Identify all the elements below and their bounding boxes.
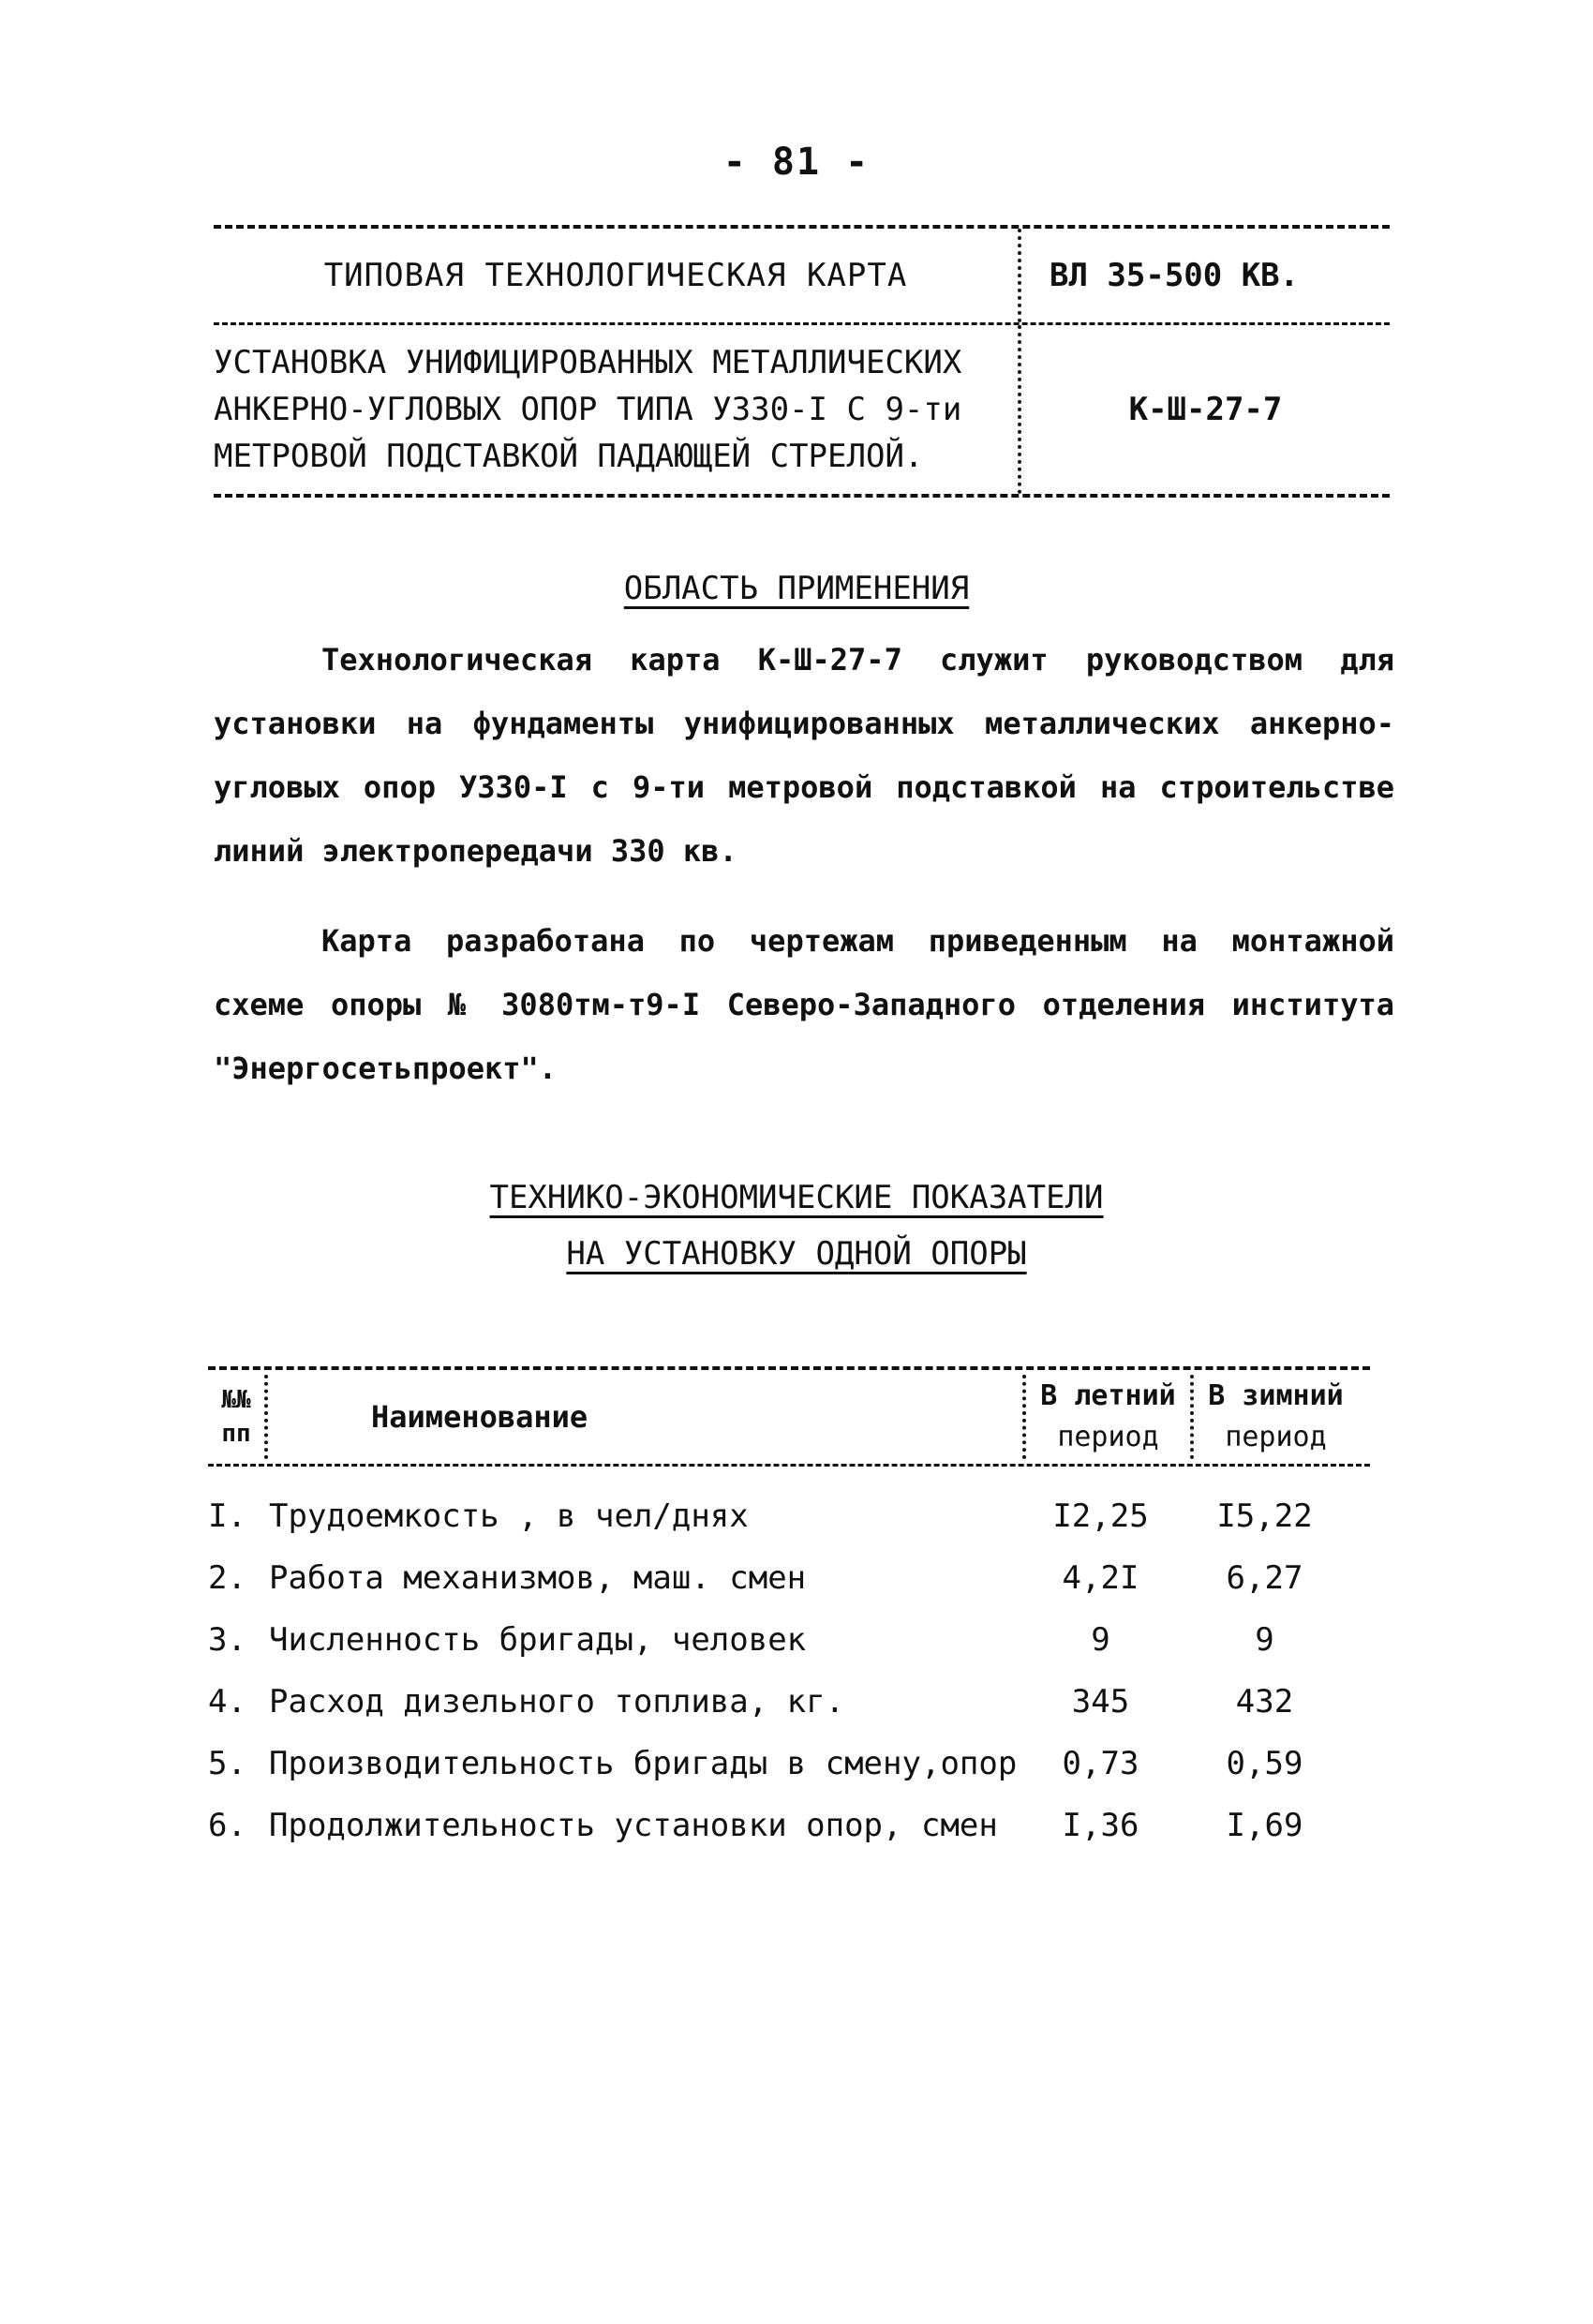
header-bottom-rule — [214, 494, 1390, 498]
column-header-number-line2: пп — [221, 1420, 251, 1448]
scope-paragraph-1-text: Технологическая карта К-Ш-27-7 служит руководством для установки на фундаменты унифицированных металлических анкерно-угловых опор У330-I с 9-ти метровой подставкой на строительстве линий электропередачи 330 кв. — [214, 642, 1394, 869]
column-header-name: Наименование — [371, 1399, 588, 1435]
header-description-line: УСТАНОВКА УНИФИЦИРОВАННЫХ МЕТАЛЛИЧЕСКИХ — [214, 344, 962, 381]
table-row — [208, 1795, 1370, 1856]
table-header-row — [208, 1370, 1370, 1464]
indicators-title-line2 — [0, 1235, 1593, 1273]
row-number: 3. — [208, 1621, 246, 1659]
row-summer-value: 9 — [1091, 1621, 1110, 1659]
row-name: Работа механизмов, маш. смен — [269, 1559, 807, 1597]
header-row-description — [214, 325, 1390, 494]
row-summer-value: 0,73 — [1062, 1745, 1139, 1782]
column-header-summer-line2: период — [1057, 1421, 1159, 1453]
scope-paragraph-1 — [214, 628, 1394, 883]
row-name: Продолжительность установки опор, смен — [269, 1807, 998, 1844]
row-winter-value: 6,27 — [1226, 1559, 1303, 1597]
row-number: 4. — [208, 1683, 246, 1721]
row-number: 2. — [208, 1559, 246, 1597]
row-number: 5. — [208, 1745, 246, 1782]
row-summer-value: I2,25 — [1052, 1497, 1149, 1535]
scope-paragraph-2-text: Карта разработана по чертежам приведенным на монтажной схеме опоры № 3080тм-т9-I Северо-Западного отделения института "Энергосетьпроект". — [214, 923, 1394, 1086]
column-header-winter — [1194, 1376, 1358, 1458]
header-block — [214, 225, 1390, 498]
header-type-title: ТИПОВАЯ ТЕХНОЛОГИЧЕСКАЯ КАРТА — [323, 257, 908, 294]
column-header-winter-line2: период — [1225, 1421, 1327, 1453]
row-name: Трудоемкость , в чел/днях — [269, 1497, 749, 1535]
column-header-number-line1: №№ — [221, 1386, 251, 1414]
header-voltage: ВЛ 35-500 КВ. — [1050, 257, 1300, 294]
header-row-title — [214, 229, 1390, 322]
column-header-number — [208, 1383, 264, 1451]
row-summer-value: 4,2I — [1062, 1559, 1139, 1597]
indicators-title-line1-text: ТЕХНИКО-ЭКОНОМИЧЕСКИЕ ПОКАЗАТЕЛИ — [489, 1179, 1104, 1216]
indicators-table — [208, 1366, 1370, 1856]
table-row — [208, 1485, 1370, 1547]
row-summer-value: 345 — [1071, 1683, 1130, 1721]
header-card-code: К-Ш-27-7 — [1128, 391, 1283, 428]
table-row — [208, 1547, 1370, 1609]
indicators-title-line1 — [0, 1179, 1593, 1216]
scope-title — [0, 570, 1593, 607]
row-name: Производительность бригады в смену,опор — [269, 1745, 1018, 1782]
row-winter-value: I5,22 — [1216, 1497, 1313, 1535]
row-summer-value: I,36 — [1062, 1807, 1139, 1844]
row-number: 6. — [208, 1807, 246, 1844]
column-header-winter-line1: В зимний — [1208, 1379, 1344, 1412]
row-name: Расход дизельного топлива, кг. — [269, 1683, 845, 1721]
scope-title-text: ОБЛАСТЬ ПРИМЕНЕНИЯ — [623, 570, 970, 607]
header-description-line: МЕТРОВОЙ ПОДСТАВКОЙ ПАДАЮЩЕЙ СТРЕЛОЙ. — [214, 438, 924, 475]
column-header-summer-line1: В летний — [1040, 1379, 1176, 1412]
header-description — [214, 339, 1018, 480]
table-header-rule — [208, 1464, 1370, 1467]
table-row — [208, 1671, 1370, 1733]
row-winter-value: 9 — [1255, 1621, 1274, 1659]
row-winter-value: I,69 — [1226, 1807, 1303, 1844]
table-row — [208, 1733, 1370, 1795]
row-name: Численность бригады, человек — [269, 1621, 807, 1659]
column-header-summer — [1026, 1376, 1190, 1458]
scope-paragraph-2 — [214, 909, 1394, 1100]
row-winter-value: 432 — [1235, 1683, 1294, 1721]
page-number: - 81 - — [722, 141, 871, 184]
indicators-title-line2-text: НА УСТАНОВКУ ОДНОЙ ОПОРЫ — [566, 1235, 1027, 1273]
header-description-line: АНКЕРНО-УГЛОВЫХ ОПОР ТИПА У330-I С 9-ти — [214, 391, 962, 428]
row-winter-value: 0,59 — [1226, 1745, 1303, 1782]
table-row — [208, 1609, 1370, 1671]
row-number: I. — [208, 1497, 246, 1535]
